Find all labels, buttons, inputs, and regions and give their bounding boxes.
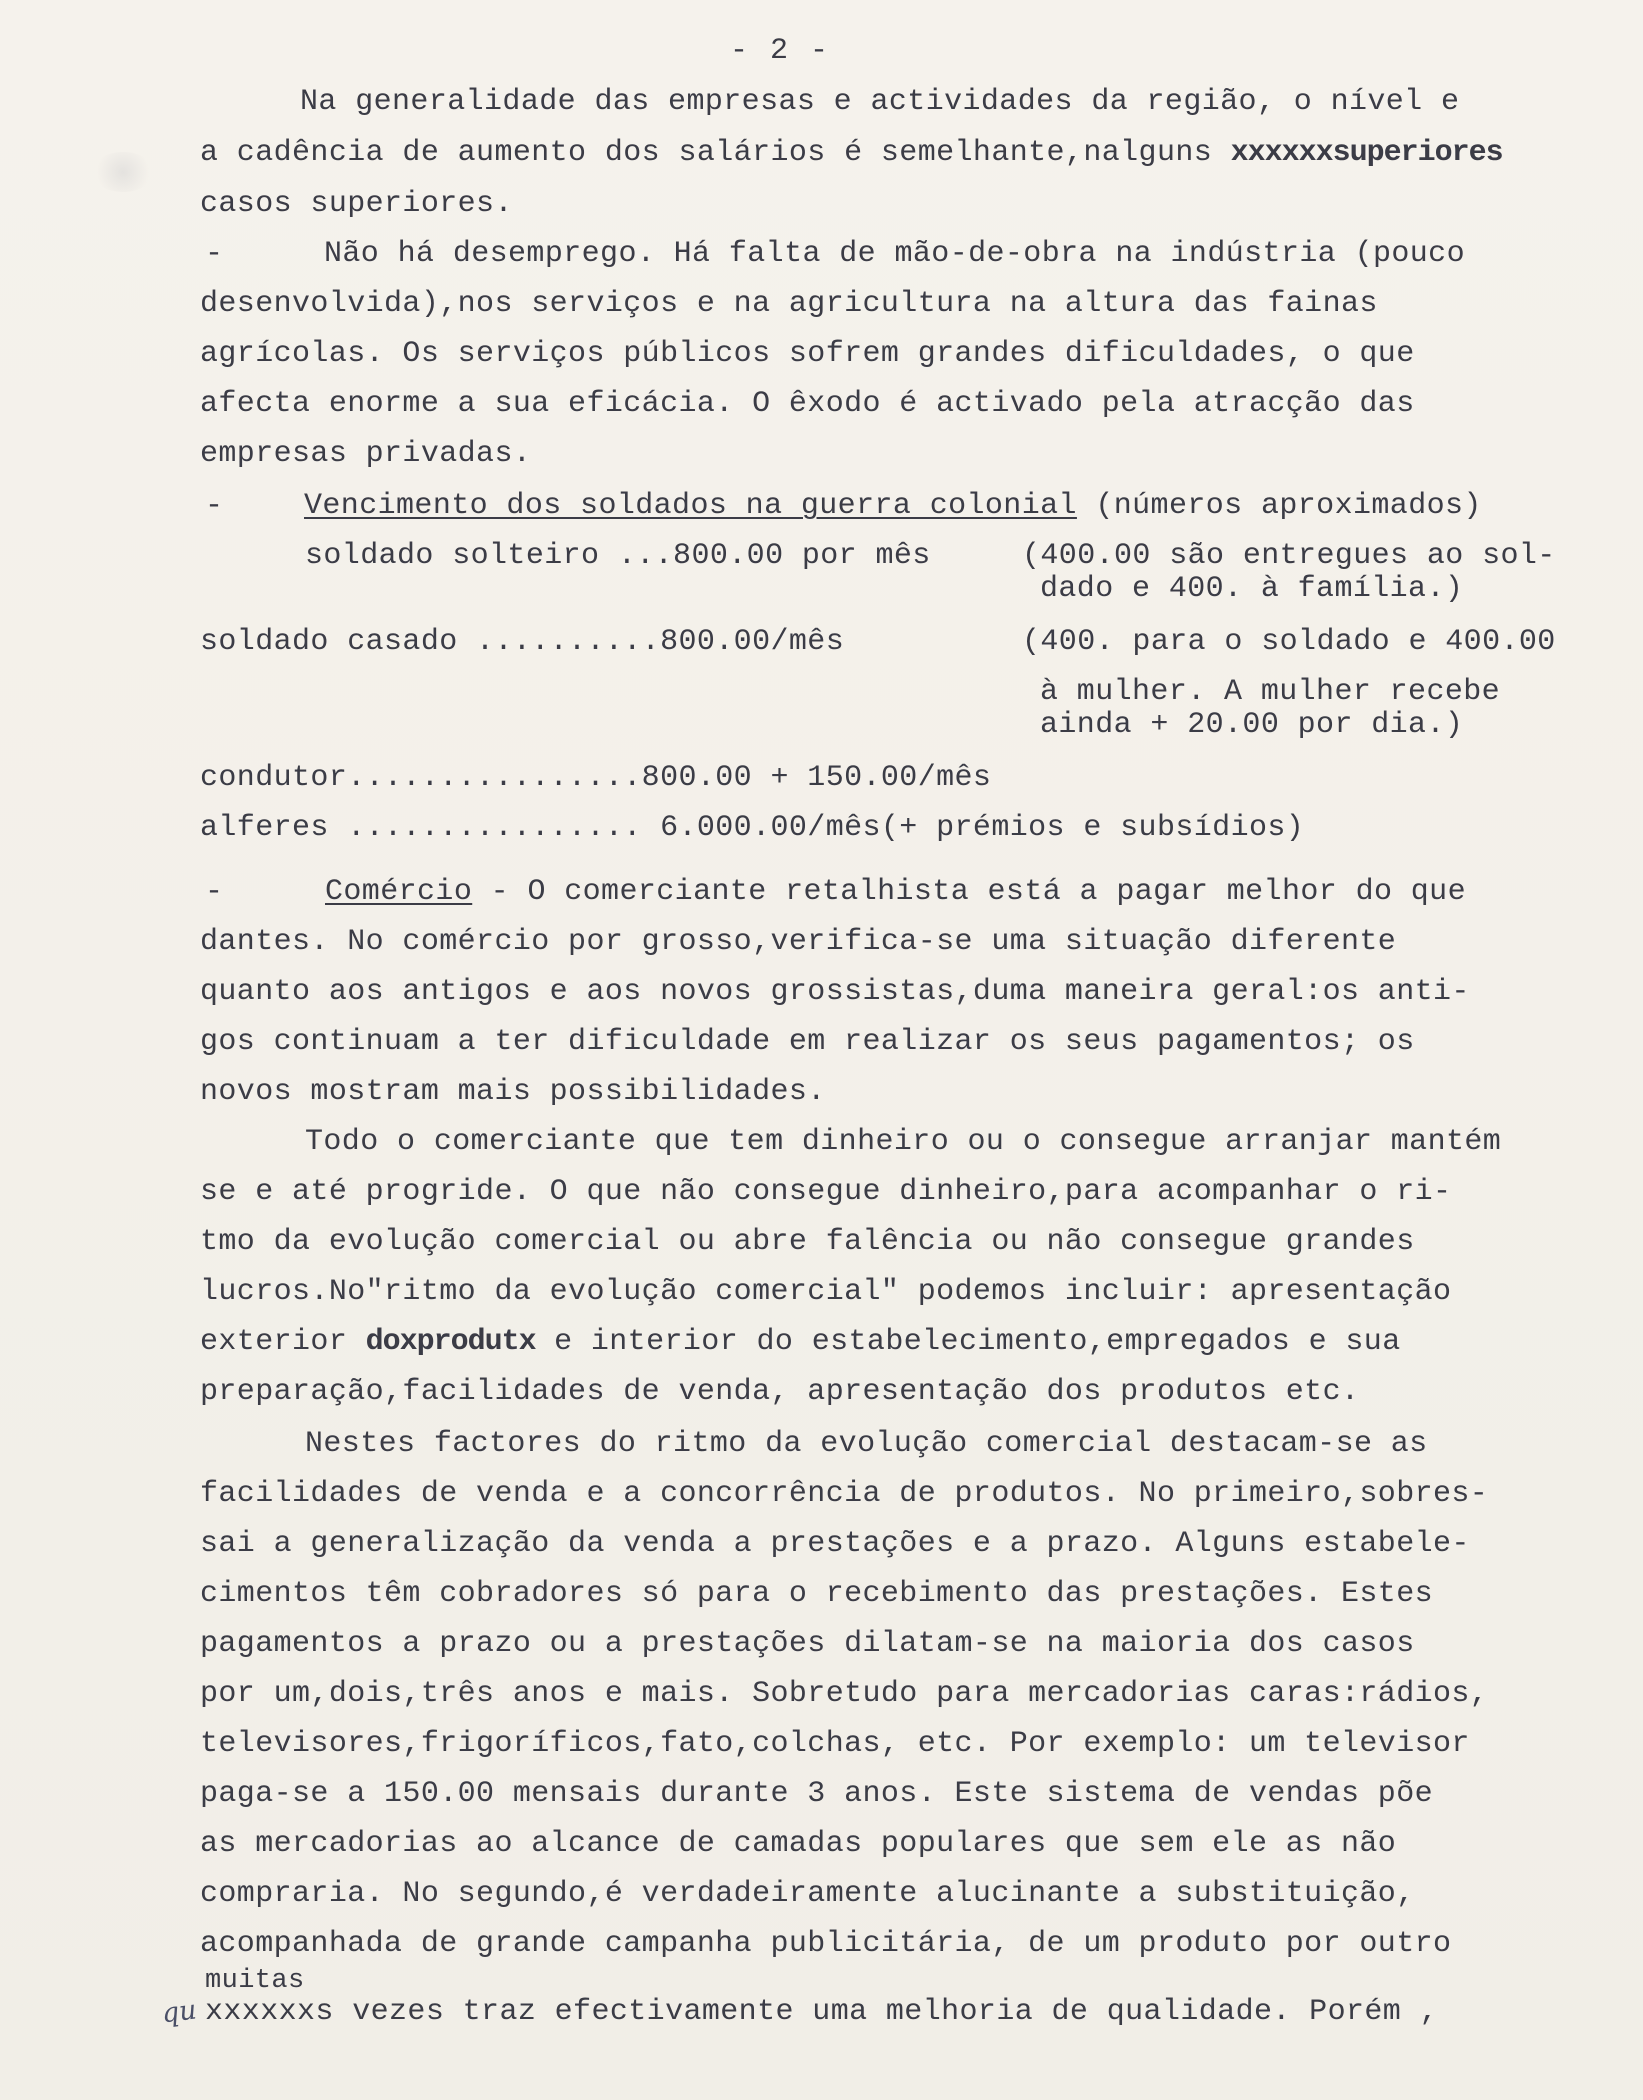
driver-pay: condutor................800.00 + 150.00/mês (200, 761, 992, 795)
paragraph-1-line-2 (200, 135, 1503, 171)
soldiers-pay-title: Vencimento dos soldados na guerra colonial (304, 489, 1077, 523)
page-number: - 2 - (730, 34, 831, 68)
soldiers-pay-note: (números aproximados) (1076, 489, 1482, 523)
paragraph-4-line-2: dantes. No comércio por grosso,verifica-se uma situação diferente (200, 925, 1397, 959)
paragraph-4-line-5: novos mostram mais possibilidades. (200, 1075, 826, 1109)
paragraph-6-line-6: por um,dois,três anos e mais. Sobretudo para mercadorias caras:rádios, (200, 1677, 1489, 1711)
paragraph-6-line-8: paga-se a 150.00 mensais durante 3 anos. Este sistema de vendas põe (200, 1777, 1433, 1811)
married-soldier-note-line-2: à mulher. A mulher recebe (1040, 675, 1501, 709)
paragraph-2-line-2: desenvolvida),nos serviços e na agricultura na altura das fainas (200, 287, 1378, 321)
paragraph-6-line-11: acompanhada de grande campanha publicitária, de um produto por outro (200, 1927, 1452, 1961)
struck-through-text: xxxxxxsuperiores (1230, 136, 1503, 170)
paragraph-6-line-5: pagamentos a prazo ou a prestações dilatam-se na maioria dos casos (200, 1627, 1415, 1661)
paragraph-6-line-2: facilidades de venda e a concorrência de produtos. No primeiro,sobres- (200, 1477, 1489, 1511)
paragraph-5-line-5 (200, 1324, 1401, 1360)
paragraph-1-line-2-text: a cadência de aumento dos salários é semelhante,nalguns (200, 136, 1231, 170)
single-soldier-pay: soldado solteiro ...800.00 por mês (305, 539, 931, 573)
typed-correction: muitas (205, 1966, 305, 1996)
paragraph-5-line-6: preparação,facilidades de venda, apresentação dos produtos etc. (200, 1375, 1360, 1409)
single-soldier-note-line-1: (400.00 são entregues ao sol- (1022, 539, 1556, 573)
married-soldier-pay: soldado casado ..........800.00/mês (200, 625, 845, 659)
paragraph-6-line-3: sai a generalização da venda a prestações e a prazo. Alguns estabele- (200, 1527, 1470, 1561)
paragraph-5-line-1: Todo o comerciante que tem dinheiro ou o consegue arranjar mantém (305, 1125, 1502, 1159)
ensign-pay: alferes ................ 6.000.00/mês(+ prémios e subsídios) (200, 811, 1305, 845)
paragraph-6-line-7: televisores,frigoríficos,fato,colchas, etc. Por exemplo: um televisor (200, 1727, 1470, 1761)
paragraph-2-dash: - (205, 237, 224, 271)
soldiers-pay-heading (304, 488, 1482, 524)
paragraph-2-line-5: empresas privadas. (200, 437, 532, 471)
paragraph-4-line-1-text: - O comerciante retalhista está a pagar melhor do que (472, 875, 1466, 909)
paragraph-4-line-3: quanto aos antigos e aos novos grossistas,duma maneira geral:os anti- (200, 975, 1470, 1009)
paragraph-6-line-9: as mercadorias ao alcance de camadas populares que sem ele as não (200, 1827, 1397, 1861)
paragraph-4-dash: - (205, 875, 224, 909)
paragraph-5-line-3: tmo da evolução comercial ou abre falência ou não consegue grandes (200, 1225, 1415, 1259)
paragraph-6-line-12: xxxxxxs vezes traz efectivamente uma melhoria de qualidade. Porém , (205, 1995, 1438, 2029)
paragraph-2-line-4: afecta enorme a sua eficácia. O êxodo é activado pela atracção das (200, 387, 1415, 421)
paragraph-2-line-3: agrícolas. Os serviços públicos sofrem grandes dificuldades, o que (200, 337, 1415, 371)
paragraph-4-line-4: gos continuam a ter dificuldade em realizar os seus pagamentos; os (200, 1025, 1415, 1059)
paragraph-5-line-5-text-b: e interior do estabelecimento,empregados e sua (535, 1325, 1401, 1359)
paragraph-1-line-3: casos superiores. (200, 187, 513, 221)
married-soldier-note-line-1: (400. para o soldado e 400.00 (1022, 625, 1556, 659)
paragraph-6-line-1: Nestes factores do ritmo da evolução comercial destacam-se as (305, 1427, 1428, 1461)
paragraph-5-line-2: se e até progride. O que não consegue dinheiro,para acompanhar o ri- (200, 1175, 1452, 1209)
paper-stain (92, 152, 154, 192)
paragraph-4-line-1 (325, 874, 1466, 910)
handwritten-mark: qu (160, 1994, 199, 2030)
single-soldier-note-line-2: dado e 400. à família.) (1040, 572, 1464, 606)
married-soldier-note-line-3: ainda + 20.00 por dia.) (1040, 708, 1464, 742)
struck-through-text: doxprodutx (365, 1325, 536, 1359)
paragraph-3-dash: - (205, 489, 224, 523)
paragraph-1-line-1: Na generalidade das empresas e actividades da região, o nível e (300, 85, 1460, 119)
paragraph-6-line-4: cimentos têm cobradores só para o recebimento das prestações. Estes (200, 1577, 1433, 1611)
commerce-heading: Comércio (325, 875, 473, 909)
paragraph-2-line-1: Não há desemprego. Há falta de mão-de-obra na indústria (pouco (324, 237, 1465, 271)
paragraph-6-line-10: compraria. No segundo,é verdadeiramente alucinante a substituição, (200, 1877, 1415, 1911)
paragraph-5-line-4: lucros.No"ritmo da evolução comercial" podemos incluir: apresentação (200, 1275, 1452, 1309)
paragraph-5-line-5-text-a: exterior (200, 1325, 366, 1359)
